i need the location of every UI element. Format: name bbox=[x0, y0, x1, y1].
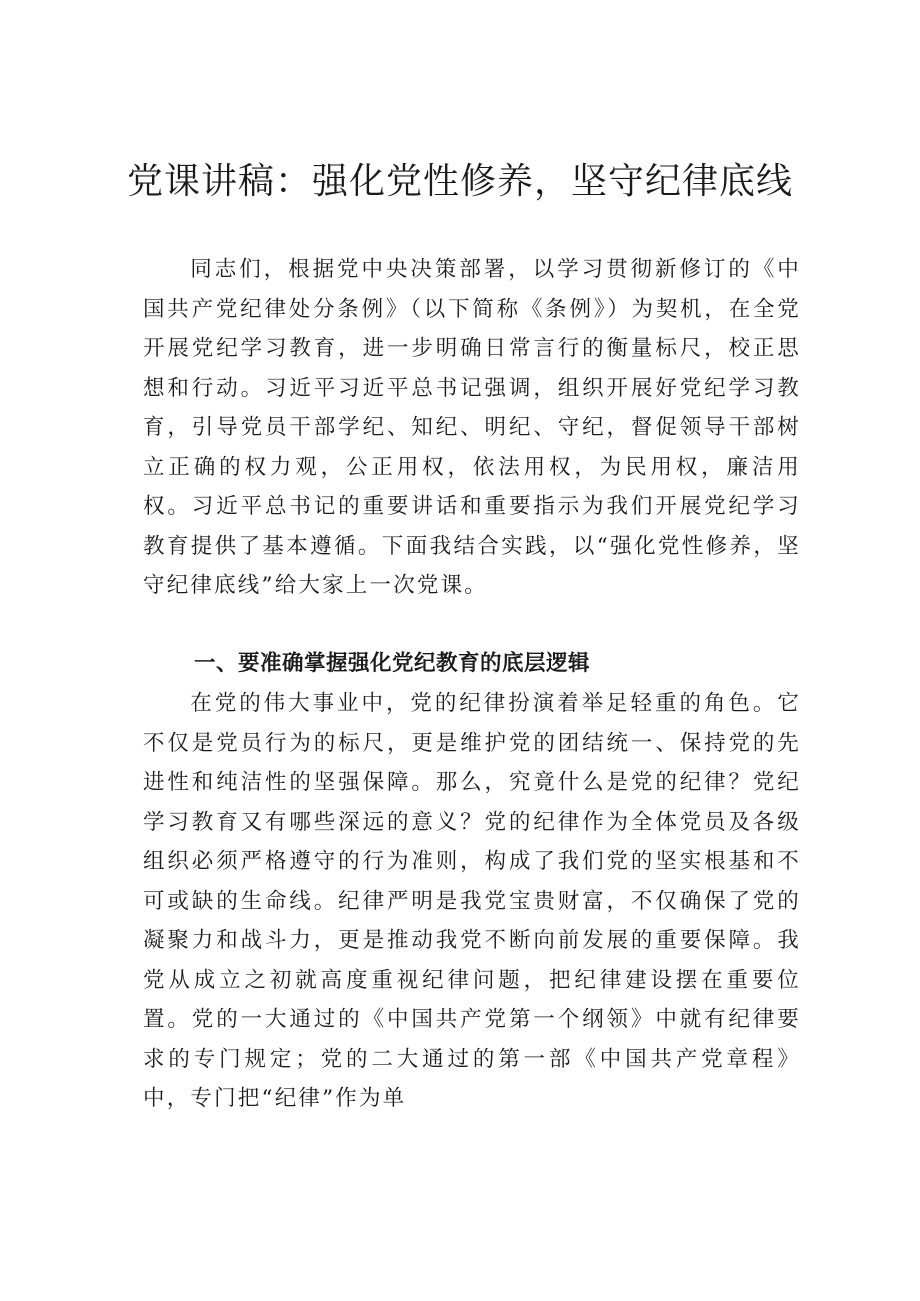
section-heading: 一、要准确掌握强化党纪教育的底层逻辑 bbox=[194, 651, 591, 676]
section-paragraph: 在党的伟大事业中，党的纪律扮演着举足轻重的角色。它不仅是党员行为的标尺，更是维护党的团结统一、保持党的先进性和纯洁性的坚强保障。那么，究竟什么是党的纪律？党纪学习教育又有哪些深远的意义？党的纪律作为全体党员及各级组织必须严格遵守的行为准则，构成了我们党的坚实根基和不可或缺的生命线。纪律严明是我党宝贵财富，不仅确保了党的凝聚力和战斗力，更是推动我党不断向前发展的重要保障。我党从成立之初就高度重视纪律问题，把纪律建设摆在重要位置。党的一大通过的《中国共产党第一个纲领》中就有纪律要求的专门规定；党的二大通过的第一部《中国共产党章程》中，专门把“纪律”作为单 bbox=[143, 691, 801, 1111]
intro-paragraph: 同志们，根据党中央决策部署，以学习贯彻新修订的《中国共产党纪律处分条例》（以下简称《条例》）为契机，在全党开展党纪学习教育，进一步明确日常言行的衡量标尺，校正思想和行动。习近平习近平总书记强调，组织开展好党纪学习教育，引导党员干部学纪、知纪、明纪、守纪，督促领导干部树立正确的权力观，公正用权，依法用权，为民用权，廉洁用权。习近平总书记的重要讲话和重要指示为我们开展党纪学习教育提供了基本遵循。下面我结合实践，以“强化党性修养，坚守纪律底线”给大家上一次党课。 bbox=[143, 257, 801, 598]
document-title: 党课讲稿：强化党性修养，坚守纪律底线 bbox=[126, 161, 793, 202]
